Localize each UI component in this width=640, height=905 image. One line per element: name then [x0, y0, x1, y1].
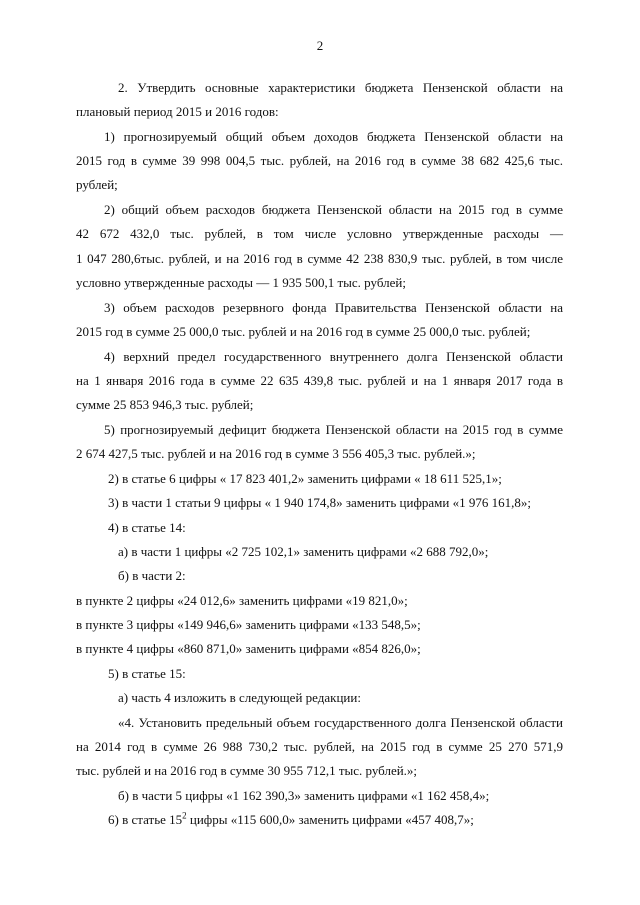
text-line: 3) в части 1 статьи 9 цифры « 1 940 174,8» заменить цифрами «1 976 161,8»;: [108, 495, 531, 510]
text-line: в пункте 4 цифры «860 871,0» заменить цифрами «854 826,0»;: [76, 641, 421, 656]
text-line: 2 674 427,5 тыс. рублей и на 2016 год в сумме 3 556 405,3 тыс. рублей.»;: [76, 446, 476, 461]
text-line: 4) в статье 14:: [108, 520, 186, 535]
text-line: 5) в статье 15:: [108, 666, 186, 681]
text-line: условно утвержденные расходы — 1 935 500,1 тыс. рублей;: [76, 275, 406, 290]
text-line: а) часть 4 изложить в следующей редакции:: [118, 690, 361, 705]
text-line: плановый период 2015 и 2016 годов:: [76, 104, 279, 119]
text-line: 3) объем расходов резервного фонда Правительства Пензенской области на: [104, 300, 563, 315]
text-line: 2015 год в сумме 39 998 004,5 тыс. рублей, на 2016 год в сумме 38 682 425,6 тыс.: [76, 153, 563, 168]
text-line: 1) прогнозируемый общий объем доходов бюджета Пензенской области на: [104, 129, 563, 144]
text-line: 2. Утвердить основные характеристики бюджета Пензенской области на: [118, 80, 563, 95]
text-run: 6) в статье 15: [108, 812, 183, 827]
superscript: 2: [182, 810, 187, 821]
text-line: 2) в статье 6 цифры « 17 823 401,2» заменить цифрами « 18 611 525,1»;: [108, 471, 502, 486]
text-line: 2) общий объем расходов бюджета Пензенской области на 2015 год в сумме: [104, 202, 563, 217]
text-line: а) в части 1 цифры «2 725 102,1» заменить цифрами «2 688 792,0»;: [118, 544, 489, 559]
text-line: 4) верхний предел государственного внутреннего долга Пензенской области: [104, 349, 563, 364]
text-line: в пункте 3 цифры «149 946,6» заменить цифрами «133 548,5»;: [76, 617, 421, 632]
text-line: тыс. рублей и на 2016 год в сумме 30 955 712,1 тыс. рублей.»;: [76, 763, 418, 778]
text-line: рублей;: [76, 177, 118, 192]
text-line: 2015 год в сумме 25 000,0 тыс. рублей и на 2016 год в сумме 25 000,0 тыс. рублей;: [76, 324, 531, 339]
text-line: б) в части 5 цифры «1 162 390,3» заменить цифрами «1 162 458,4»;: [118, 788, 490, 803]
text-line: в пункте 2 цифры «24 012,6» заменить цифрами «19 821,0»;: [76, 593, 408, 608]
text-line: «4. Установить предельный объем государственного долга Пензенской области: [118, 715, 563, 730]
page-number: 2: [316, 38, 324, 53]
text-line: [108, 811, 474, 828]
text-line: б) в части 2:: [118, 568, 186, 583]
text-line: на 1 января 2016 года в сумме 22 635 439,8 тыс. рублей и на 1 января 2017 года в: [76, 373, 563, 388]
text-line: 1 047 280,6тыс. рублей, и на 2016 год в сумме 42 238 830,9 тыс. рублей, в том числе: [76, 251, 563, 266]
text-line: на 2014 год в сумме 26 988 730,2 тыс. рублей, на 2015 год в сумме 25 270 571,9: [76, 739, 563, 754]
text-run: цифры «115 600,0» заменить цифрами «457 408,7»;: [186, 812, 474, 827]
text-line: 42 672 432,0 тыс. рублей, в том числе условно утвержденные расходы —: [76, 226, 563, 241]
text-line: 5) прогнозируемый дефицит бюджета Пензенской области на 2015 год в сумме: [104, 422, 563, 437]
text-line: сумме 25 853 946,3 тыс. рублей;: [76, 397, 254, 412]
